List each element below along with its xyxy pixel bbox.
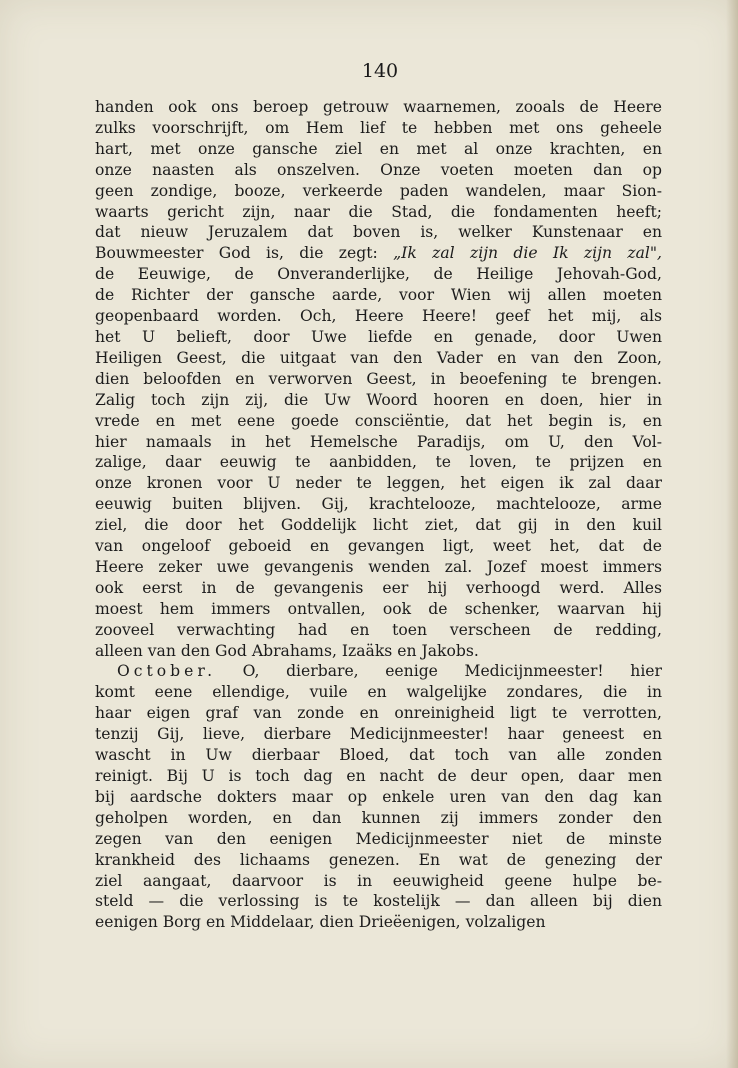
text-line: de Eeuwige, de Onveranderlijke, de Heilige Jehovah-God, bbox=[95, 265, 662, 284]
text-line: haar eigen graf van zonde en onreinigheid ligt te verrotten, bbox=[95, 704, 662, 723]
text-line: van ongeloof geboeid en gevangen ligt, weet het, dat de bbox=[95, 537, 662, 556]
paragraph bbox=[95, 661, 662, 933]
text-line: Zalig toch zijn zij, die Uw Woord hooren en doen, hier in bbox=[95, 390, 662, 409]
text-line: geholpen worden, en dan kunnen zij immers zonder den bbox=[95, 808, 662, 827]
text-line: wascht in Uw dierbaar Bloed, dat toch van alle zonden bbox=[95, 746, 662, 765]
text-line: zegen van den eenigen Medicijnmeester niet de minste bbox=[95, 829, 662, 848]
month-heading: October. bbox=[117, 662, 217, 681]
text-line: ziel, die door het Goddelijk licht ziet, dat gij in den kuil bbox=[95, 516, 662, 535]
text-line: eenigen Borg en Middelaar, dien Drieëenigen, volzaligen bbox=[95, 913, 546, 932]
text-line: tenzij Gij, lieve, dierbare Medicijnmeester! haar geneest en bbox=[95, 725, 662, 744]
text-line: dien beloofden en verworven Geest, in beoefening te brengen. bbox=[95, 369, 662, 388]
text-line: Heiligen Geest, die uitgaat van den Vader en van den Zoon, bbox=[95, 348, 662, 367]
quotation: „Ik zal zijn die Ik zijn zal", bbox=[393, 244, 662, 263]
text-line: eeuwig buiten blijven. Gij, krachtelooze, machtelooze, arme bbox=[95, 495, 662, 514]
text-line: geopenbaard worden. Och, Heere Heere! geef het mij, als bbox=[95, 307, 662, 326]
text-line: vrede en met eene goede consciëntie, dat het begin is, en bbox=[95, 411, 662, 430]
text-line: reinigt. Bij U is toch dag en nacht de deur open, daar men bbox=[95, 767, 662, 785]
text-line: zooveel verwachting had en toen verscheen de redding, bbox=[95, 620, 662, 639]
text-line: Heere zeker uwe gevangenis wenden zal. Jozef moest immers bbox=[95, 557, 662, 576]
text-line: geen zondige, booze, verkeerde paden wandelen, maar Sion- bbox=[95, 181, 662, 200]
paragraph bbox=[95, 97, 662, 661]
text-line: komt eene ellendige, vuile en walgelijke zondares, die in bbox=[95, 683, 662, 702]
text-line: krankheid des lichaams genezen. En wat de genezing der bbox=[95, 850, 662, 869]
text-line: de Richter der gansche aarde, voor Wien wij allen moeten bbox=[95, 286, 662, 305]
text-line: handen ook ons beroep getrouw waarnemen, zooals de Heere bbox=[95, 98, 662, 116]
text-line: zulks voorschrijft, om Hem lief te hebben met ons geheele bbox=[95, 118, 662, 137]
text-line: onze naasten als onszelven. Onze voeten moeten dan op bbox=[95, 160, 662, 179]
text-line: waarts gericht zijn, naar die Stad, die fondamenten heeft; bbox=[95, 202, 662, 221]
text-line: steld — die verlossing is te kostelijk — dan alleen bij dien bbox=[95, 892, 662, 911]
page-edge-shadow bbox=[726, 0, 738, 1068]
text-line: moest hem immers ontvallen, ook de schenker, waarvan hij bbox=[95, 599, 662, 618]
text-line bbox=[95, 661, 662, 682]
page-number: 140 bbox=[361, 60, 399, 82]
text-line: alleen van den God Abrahams, Izaäks en Jakobs. bbox=[95, 641, 479, 660]
text-line: ook eerst in de gevangenis eer hij verhoogd werd. Alles bbox=[95, 578, 662, 597]
text-line: ziel aangaat, daarvoor is in eeuwigheid geene hulpe be- bbox=[95, 871, 662, 890]
text-line: zalige, daar eeuwig te aanbidden, te loven, te prijzen en bbox=[95, 453, 662, 472]
text-line: hart, met onze gansche ziel en met al onze krachten, en bbox=[95, 139, 662, 158]
text-line: hier namaals in het Hemelsche Paradijs, om U, den Vol- bbox=[95, 432, 662, 451]
text-line: bij aardsche dokters maar op enkele uren van den dag kan bbox=[95, 787, 662, 806]
text-line: onze kronen voor U neder te leggen, het eigen ik zal daar bbox=[95, 474, 662, 493]
text-line bbox=[95, 243, 662, 264]
text-line: dat nieuw Jeruzalem dat boven is, welker Kunstenaar en bbox=[95, 223, 662, 242]
text-run: Bouwmeester God is, die zegt: bbox=[95, 244, 394, 263]
body-text bbox=[95, 97, 662, 933]
text-line: het U belieft, door Uwe liefde en genade, door Uwen bbox=[95, 327, 662, 346]
text-run: O, dierbare, eenige Medicijnmeester! hier bbox=[216, 662, 662, 681]
